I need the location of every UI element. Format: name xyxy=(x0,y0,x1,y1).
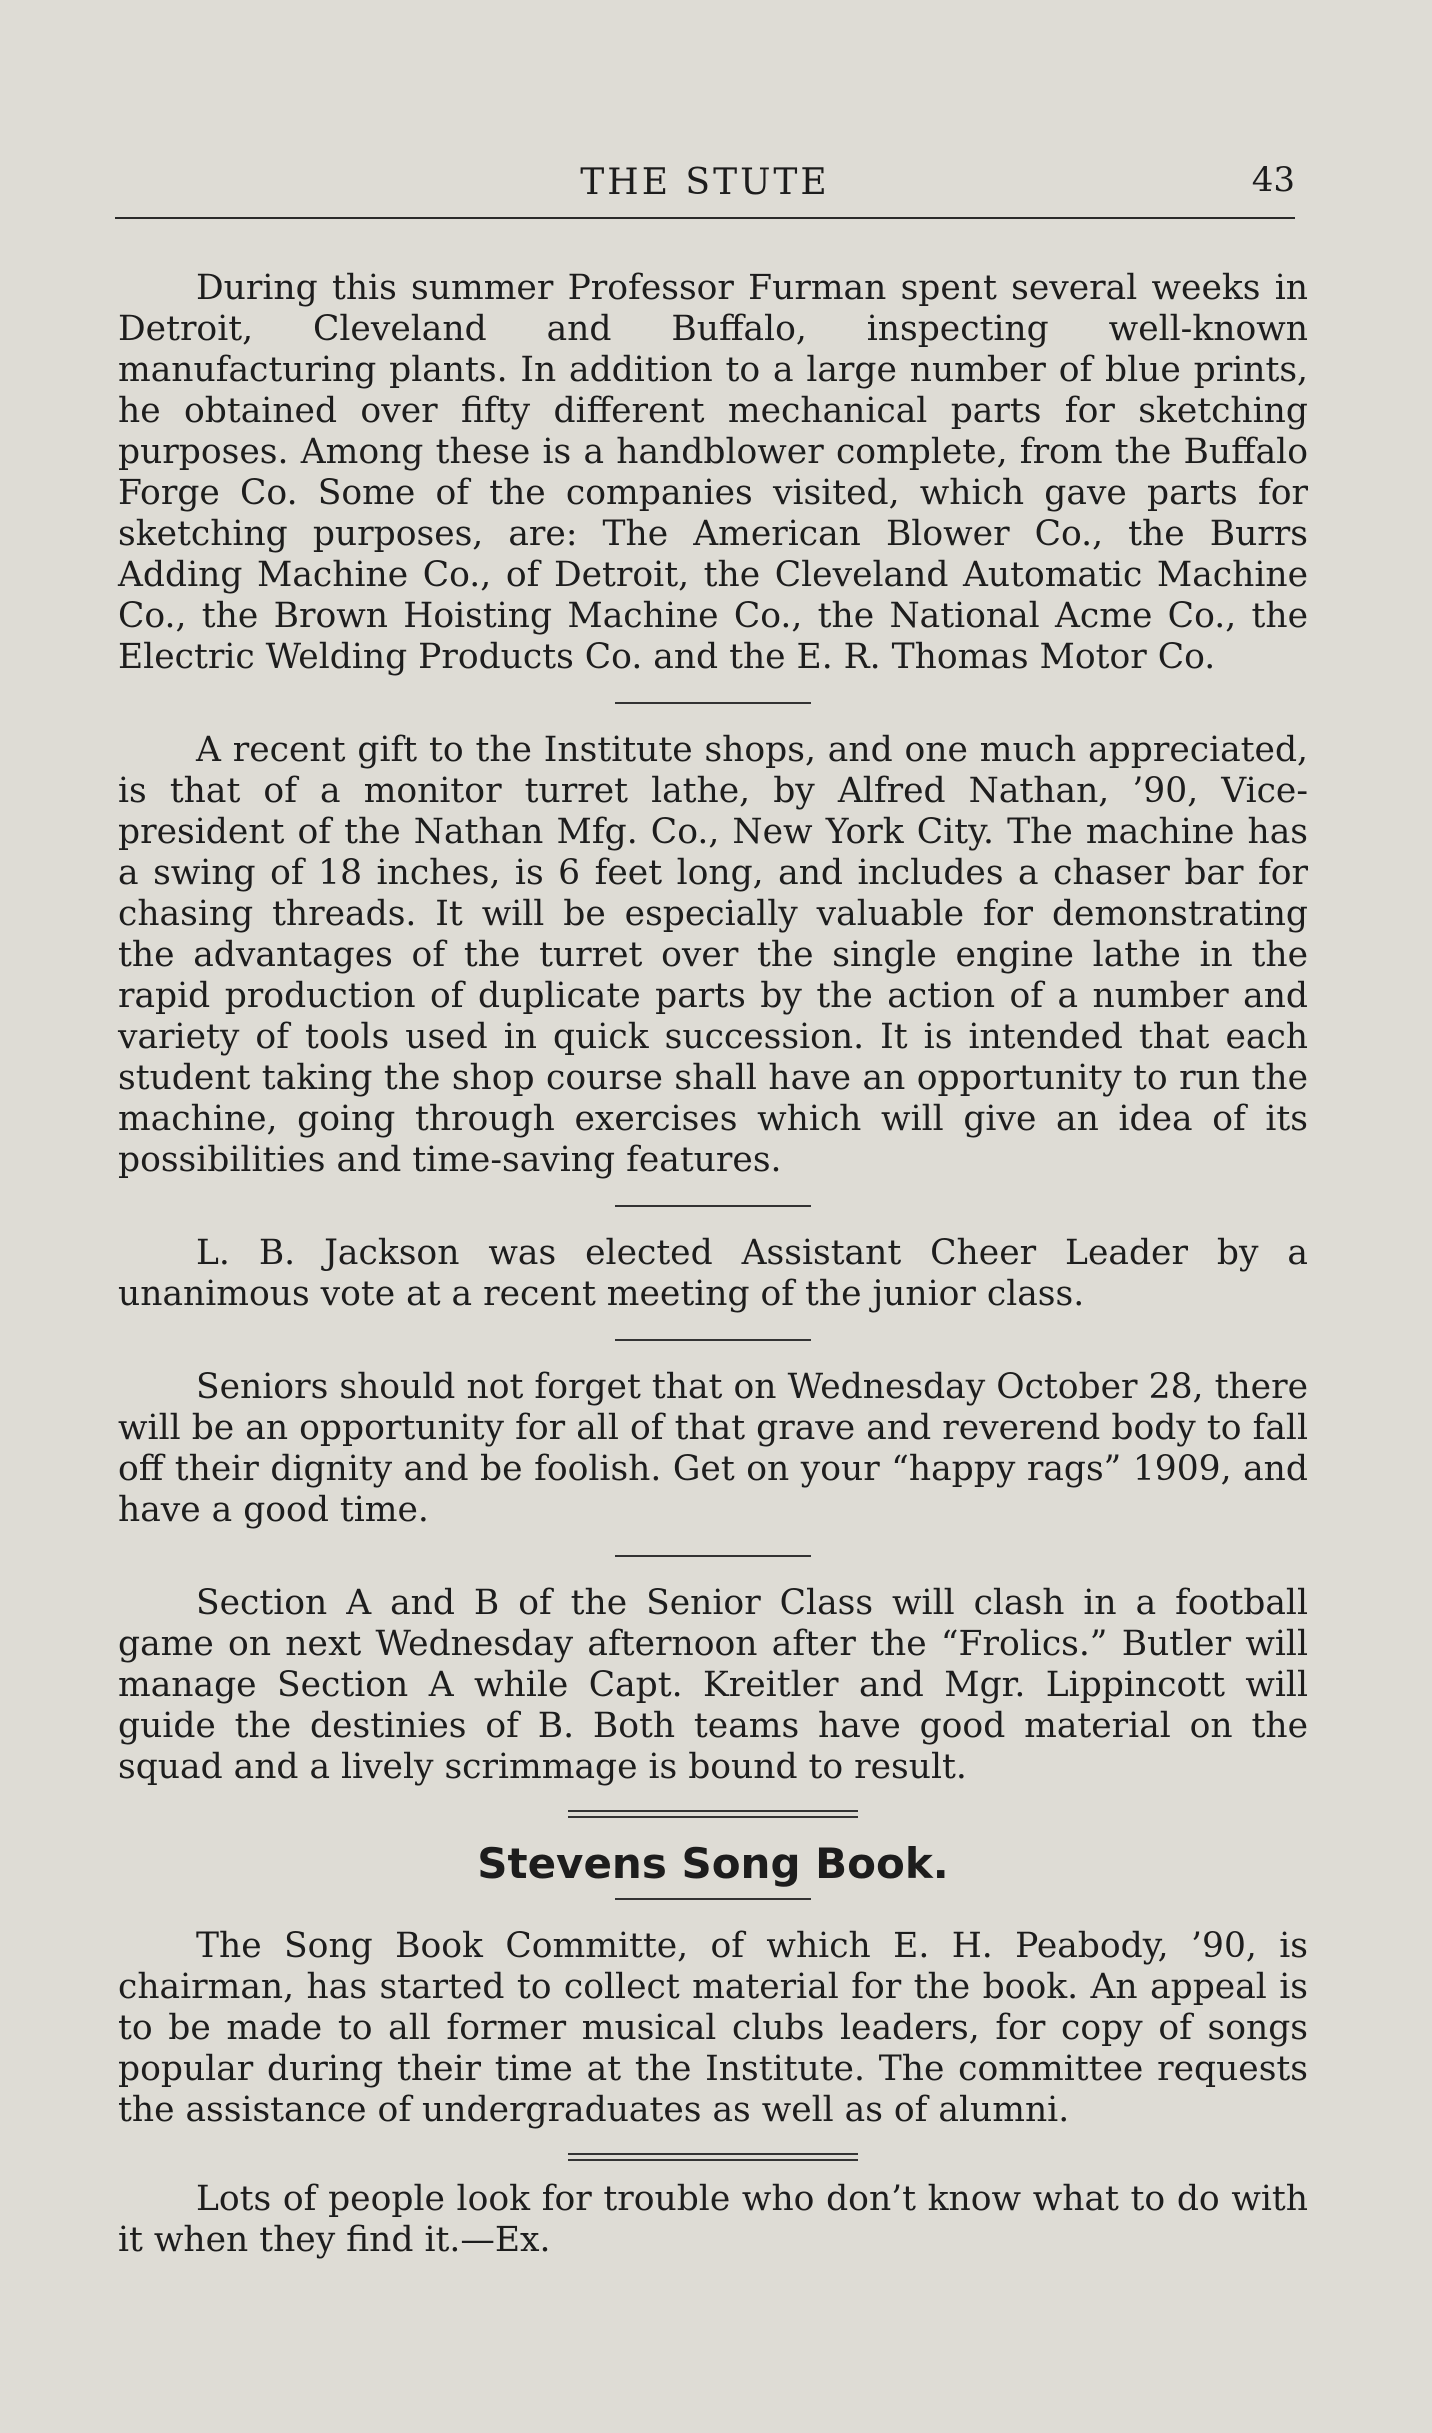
section-heading-song-book: Stevens Song Book. xyxy=(477,1839,949,1888)
separator-rule xyxy=(615,1339,811,1341)
article-body xyxy=(118,268,1308,2261)
paragraph-cheer-leader: L. B. Jackson was elected Assistant Cheer Leader by a unanimous vote at a recent meeting of the junior class. xyxy=(118,1233,1308,1314)
paragraph-turret-lathe: A recent gift to the Institute shops, and one much appreciated, is that of a monitor turret lathe, by Alfred Nathan, ’90, Vice-president of the Nathan Mfg. Co., New York City. The machine has a swing of 18 inches, is 6 feet long, and includes a chaser bar for chasing threads. It will be especially valuable for demonstrating the advantages of the turret over the single engine lathe in the rapid production of duplicate parts by the action of a number and variety of tools used in quick succession. It is intended that each student taking the shop course shall have an opportunity to run the machine, going through exercises which will give an idea of its possibilities and time-saving features. xyxy=(118,730,1308,1180)
separator-rule xyxy=(615,1205,811,1207)
page-number: 43 xyxy=(1251,160,1295,200)
paragraph-song-book: The Song Book Committe, of which E. H. Peabody, ’90, is chairman, has started to collect material for the book. An appeal is to be made to all former musical clubs leaders, for copy of songs popular during their time at the Institute. The committee requests the assistance of undergraduates as well as of alumni. xyxy=(118,1926,1308,2130)
header-rule xyxy=(115,217,1295,219)
separator-rule xyxy=(615,1555,811,1557)
paragraph-furman-visit: During this summer Professor Furman spent several weeks in Detroit, Cleveland and Buffalo, inspecting well-known manufacturing plants. In addition to a large number of blue prints, he obtained over fifty different mechanical parts for sketching purposes. Among these is a handblower complete, from the Buffalo Forge Co. Some of the companies visited, which gave parts for sketching purposes, are: The American Blower Co., the Burrs Adding Machine Co., of Detroit, the Cleveland Automatic Machine Co., the Brown Hoisting Machine Co., the National Acme Co., the Electric Welding Products Co. and the E. R. Thomas Motor Co. xyxy=(118,268,1308,677)
double-separator-rule xyxy=(568,1810,858,1818)
separator-rule xyxy=(615,702,811,704)
separator-rule xyxy=(615,1898,811,1900)
running-title: THE STUTE xyxy=(580,162,830,203)
paragraph-closing-quote: Lots of people look for trouble who don’t know what to do with it when they find it.—Ex. xyxy=(118,2179,1308,2260)
paragraph-football: Section A and B of the Senior Class will clash in a football game on next Wednesday afternoon after the “Frolics.” Butler will manage Section A while Capt. Kreitler and Mgr. Lippincott will guide the destinies of B. Both teams have good material on the squad and a lively scrimmage is bound to result. xyxy=(118,1583,1308,1787)
page-header xyxy=(115,150,1295,220)
double-separator-rule xyxy=(568,2153,858,2161)
paragraph-seniors-frolics: Seniors should not forget that on Wednesday October 28, there will be an opportunity for all of that grave and reverend body to fall off their dignity and be foolish. Get on your “happy rags” 1909, and have a good time. xyxy=(118,1367,1308,1530)
